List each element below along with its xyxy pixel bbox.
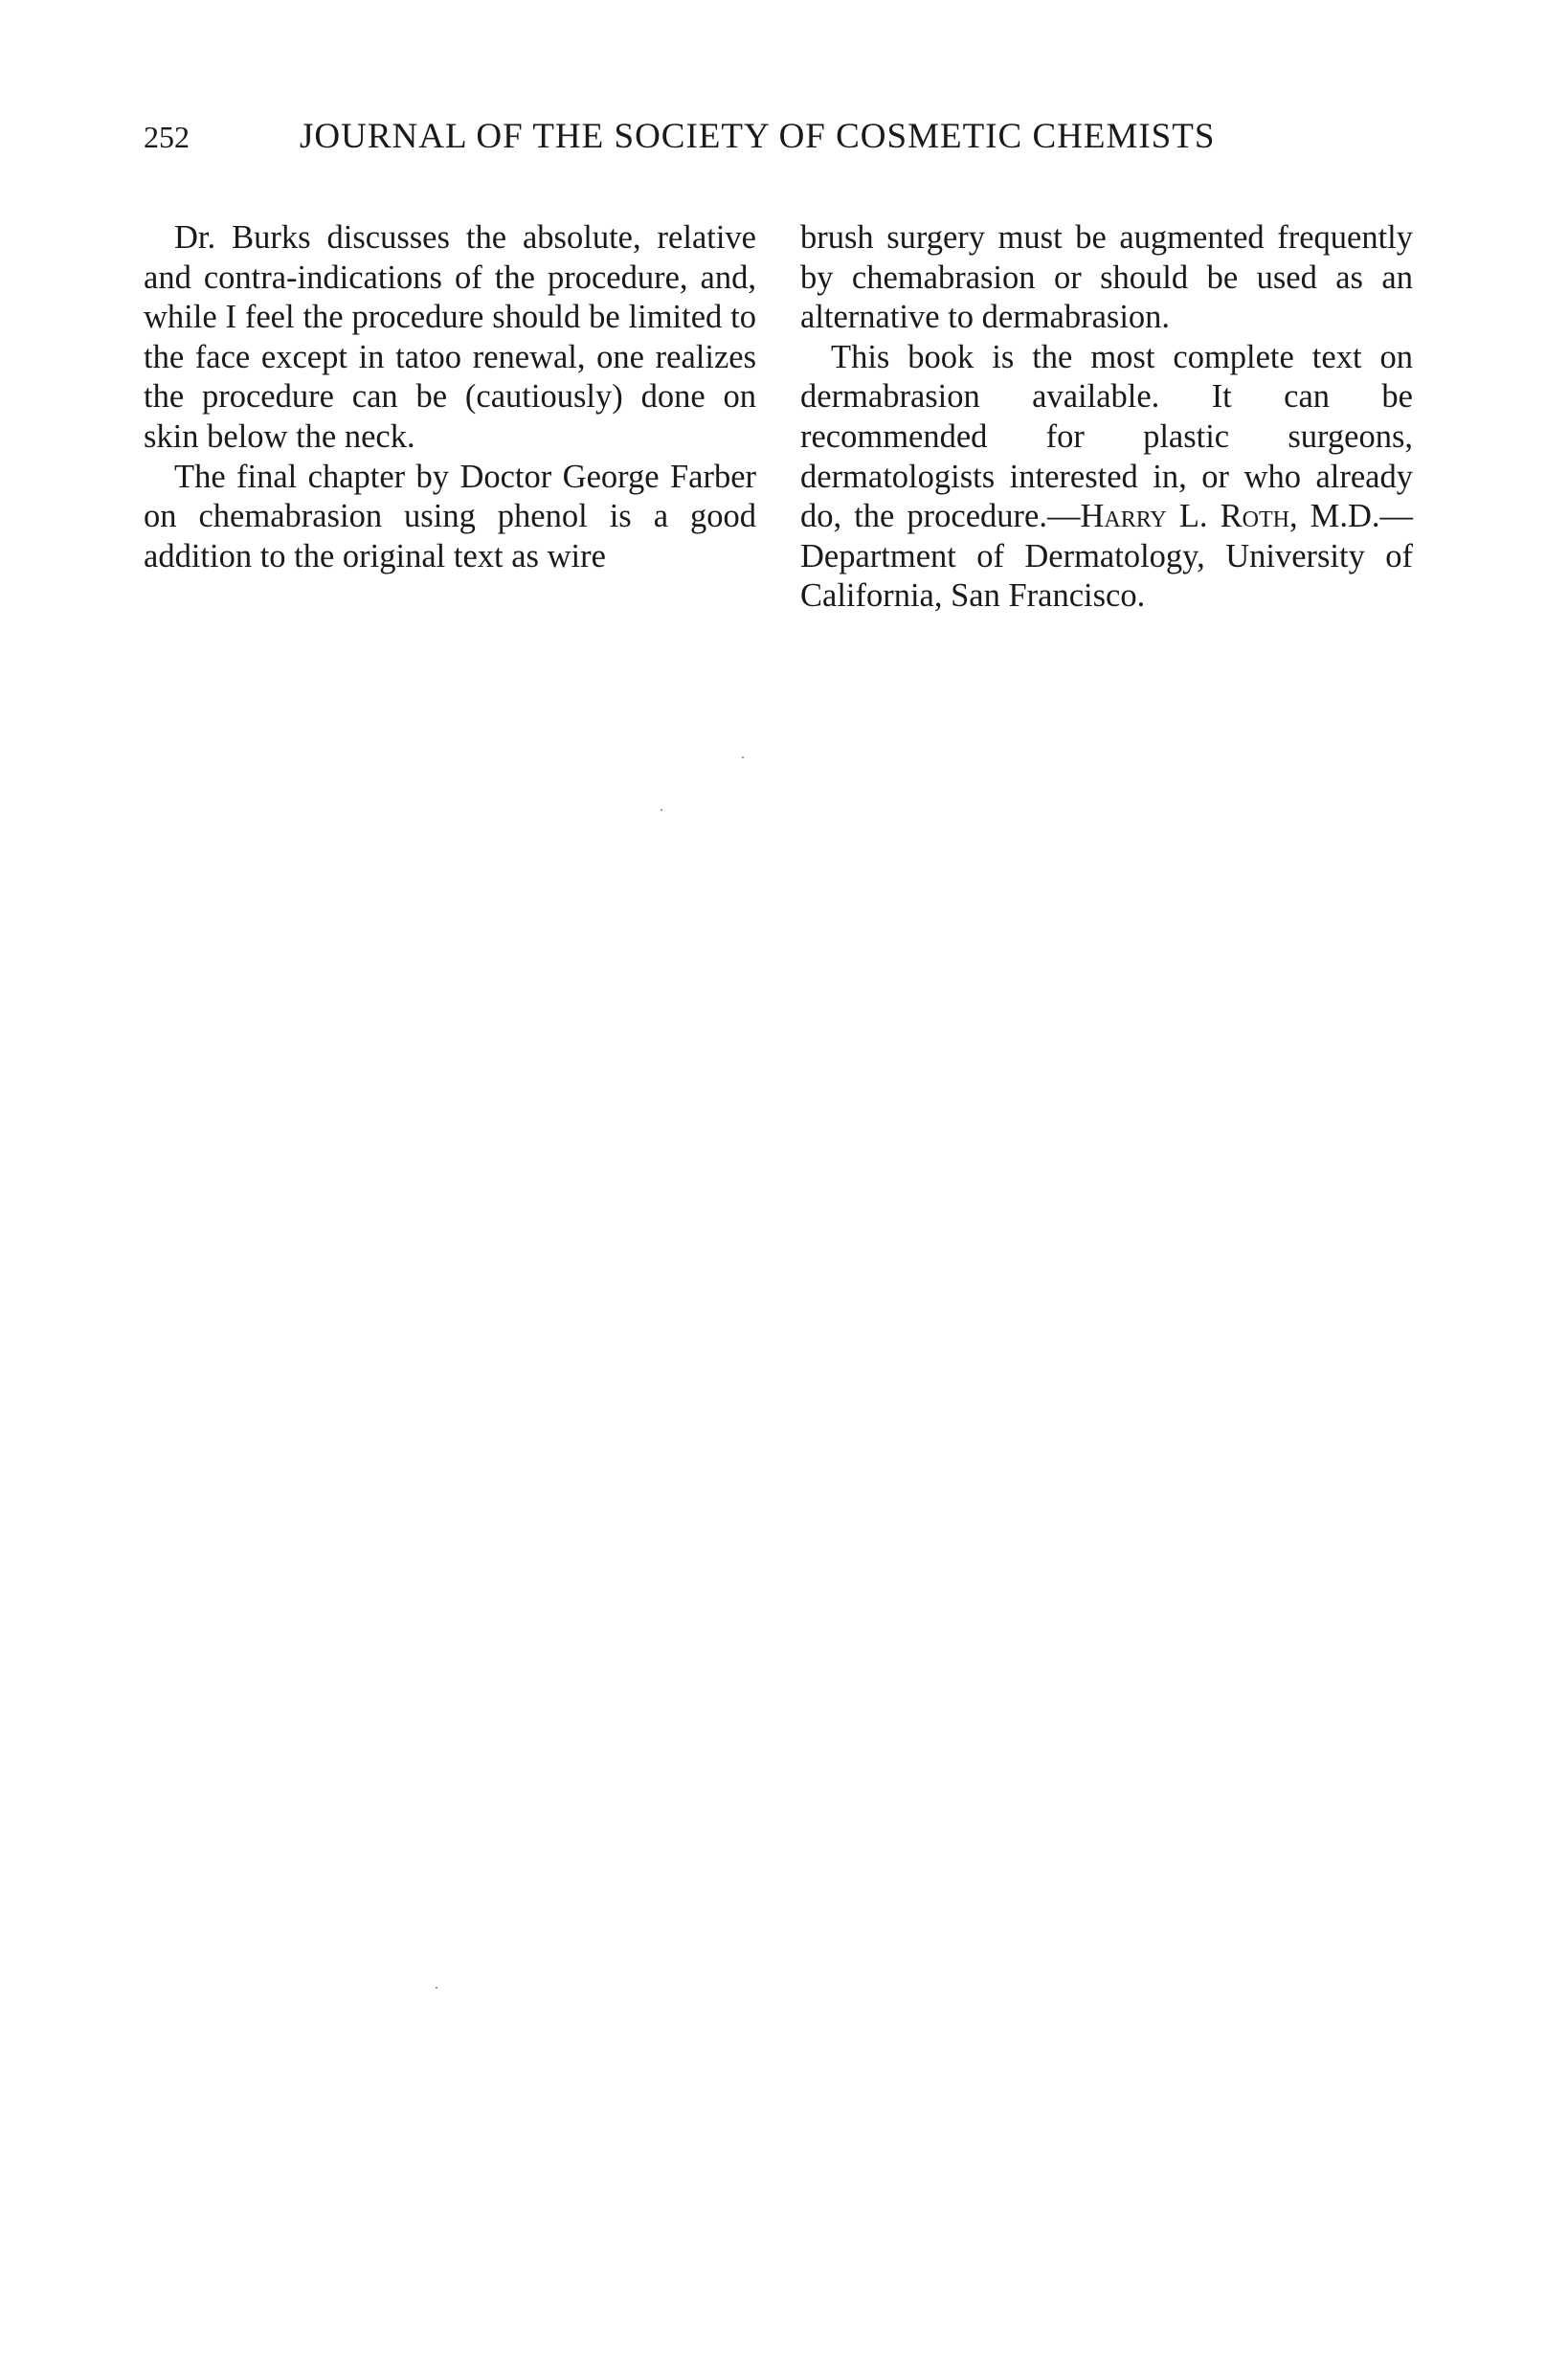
reviewer-dash: — <box>1379 498 1413 535</box>
scan-speck <box>661 809 662 811</box>
reviewer-name: Harry L. Roth, M.D. <box>1080 498 1380 535</box>
left-column <box>144 218 756 576</box>
scan-speck <box>436 1987 437 1989</box>
page-number: 252 <box>144 120 190 154</box>
right-column <box>800 218 1413 617</box>
paragraph-continuation: brush surgery must be augmented frequently by chemabrasion or should be used as an alternative to dermabrasion. <box>800 219 1413 336</box>
running-title: JOURNAL OF THE SOCIETY OF COSMETIC CHEMISTS <box>300 117 1216 156</box>
conclusion-text: This book is the most complete text on dermabrasion available. It can be recommended for plastic surgeons, dermatologists interested in, or who already do, the procedure.— <box>800 338 1413 535</box>
scan-speck <box>742 756 744 758</box>
paragraph-final-chapter: The final chapter by Doctor George Farber on chemabrasion using phenol is a good addition to the original text as wire <box>144 458 756 574</box>
reviewer-affiliation: Department of Dermatology, University of California, San Francisco. <box>800 537 1413 615</box>
paragraph-burks-indications: Dr. Burks discusses the absolute, relative and contra-indications of the procedure, and, while I feel the procedure should be limited to the face except in tatoo renewal, one realizes the procedure can be (cautiously) done on skin below the neck. <box>144 219 756 455</box>
paragraph-conclusion <box>800 338 1413 617</box>
running-header <box>144 113 1292 161</box>
